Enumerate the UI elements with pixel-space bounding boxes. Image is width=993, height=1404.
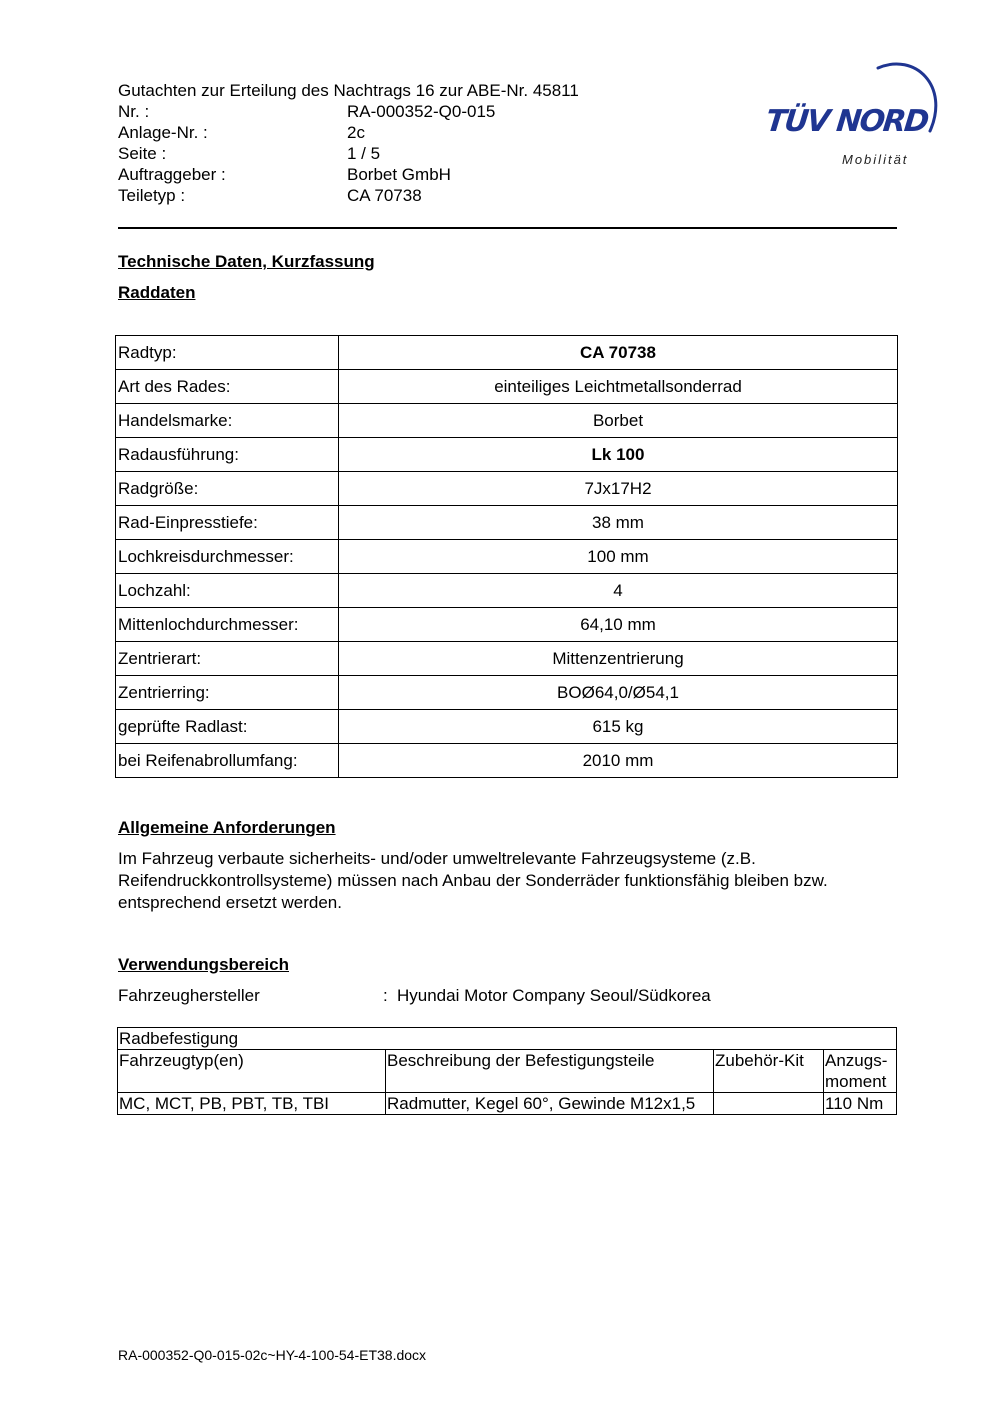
footer-filename: RA-000352-Q0-015-02c~HY-4-100-54-ET38.docx [118, 1347, 427, 1363]
spec-label: Radausführung: [116, 438, 339, 472]
spec-value: 100 mm [339, 540, 898, 574]
header-value: 1 / 5 [347, 144, 381, 163]
header-label: Auftraggeber : [118, 165, 226, 184]
table-row [116, 642, 898, 676]
spec-value: Borbet [339, 404, 898, 438]
header-label: Nr. : [118, 102, 150, 121]
table-row [116, 710, 898, 744]
heading-technische-daten: Technische Daten, Kurzfassung [118, 252, 375, 271]
header-row-teiletyp [118, 185, 738, 206]
table-row [116, 506, 898, 540]
spec-value: BOØ64,0/Ø54,1 [339, 676, 898, 710]
manufacturer-label: Fahrzeughersteller [118, 986, 260, 1005]
spec-value: 4 [339, 574, 898, 608]
logo-wordmark: TÜV NORD [764, 104, 929, 139]
heading-raddaten: Raddaten [118, 283, 196, 302]
report-title: Gutachten zur Erteilung des Nachtrags 16 zur ABE-Nr. 45811 [118, 81, 579, 100]
table-row [116, 404, 898, 438]
spec-value: 64,10 mm [339, 608, 898, 642]
manufacturer-row [118, 985, 711, 1007]
spec-value: 7Jx17H2 [339, 472, 898, 506]
mounting-cell: MC, MCT, PB, PBT, TB, TBI [118, 1093, 386, 1115]
mounting-header-cell: Zubehör-Kit [714, 1050, 824, 1093]
spec-value: 2010 mm [339, 744, 898, 778]
spec-label: Zentrierring: [116, 676, 339, 710]
spec-label: Radgröße: [116, 472, 339, 506]
header-value: 2c [347, 123, 365, 142]
table-row [116, 370, 898, 404]
table-row [116, 540, 898, 574]
heading-verwendungsbereich: Verwendungsbereich [118, 955, 289, 974]
table-row [116, 744, 898, 778]
mounting-header-cell: Fahrzeugtyp(en) [118, 1050, 386, 1093]
header-divider [118, 227, 897, 229]
spec-value: CA 70738 [339, 336, 898, 370]
table-row [116, 438, 898, 472]
spec-value: 38 mm [339, 506, 898, 540]
document-header [118, 80, 738, 206]
spec-label: Lochzahl: [116, 574, 339, 608]
header-label: Seite : [118, 144, 167, 163]
spec-value: Lk 100 [339, 438, 898, 472]
spec-label: geprüfte Radlast: [116, 710, 339, 744]
mounting-cell: 110 Nm [824, 1093, 897, 1115]
header-row-auftraggeber [118, 164, 738, 185]
manufacturer-value: Hyundai Motor Company Seoul/Südkorea [397, 986, 711, 1005]
mounting-header-cell: Anzugs-moment [824, 1050, 897, 1093]
header-value: RA-000352-Q0-015 [347, 102, 496, 121]
header-row-nr [118, 101, 738, 122]
table-row [116, 336, 898, 370]
mounting-header-cell: Beschreibung der Befestigungsteile [386, 1050, 714, 1093]
spec-value: 615 kg [339, 710, 898, 744]
table-row [116, 574, 898, 608]
spec-label: Handelsmarke: [116, 404, 339, 438]
table-row [116, 676, 898, 710]
header-value: Borbet GmbH [347, 165, 451, 184]
table-row [118, 1093, 897, 1115]
header-row-seite [118, 143, 738, 164]
spec-label: Radtyp: [116, 336, 339, 370]
requirements-text: Im Fahrzeug verbaute sicherheits- und/oder umweltrelevante Fahrzeugsysteme (z.B. Reifendruckkontrollsysteme) müssen nach Anbau der Sonderräder funktionsfähig bleiben bzw. entsprechend ersetzt werden. [118, 849, 828, 912]
spec-label: Rad-Einpresstiefe: [116, 506, 339, 540]
spec-label: Art des Rades: [116, 370, 339, 404]
logo-subtitle: Mobilität [842, 152, 909, 167]
table-row [116, 608, 898, 642]
header-row-anlage [118, 122, 738, 143]
spec-label: Zentrierart: [116, 642, 339, 676]
mounting-table [117, 1027, 897, 1115]
heading-anforderungen: Allgemeine Anforderungen [118, 818, 336, 837]
mounting-header-row [118, 1050, 897, 1093]
spec-value: Mittenzentrierung [339, 642, 898, 676]
mounting-cell [714, 1093, 824, 1115]
header-label: Anlage-Nr. : [118, 123, 208, 142]
wheel-data-table [115, 335, 898, 778]
mounting-cell: Radmutter, Kegel 60°, Gewinde M12x1,5 [386, 1093, 714, 1115]
header-value: CA 70738 [347, 186, 422, 205]
tuv-nord-logo [760, 56, 942, 174]
spec-label: bei Reifenabrollumfang: [116, 744, 339, 778]
mounting-title: Radbefestigung [118, 1028, 897, 1050]
spec-label: Mittenlochdurchmesser: [116, 608, 339, 642]
table-row [116, 472, 898, 506]
header-label: Teiletyp : [118, 186, 186, 205]
spec-label: Lochkreisdurchmesser: [116, 540, 339, 574]
spec-value: einteiliges Leichtmetallsonderrad [339, 370, 898, 404]
manufacturer-colon: : [383, 986, 388, 1005]
